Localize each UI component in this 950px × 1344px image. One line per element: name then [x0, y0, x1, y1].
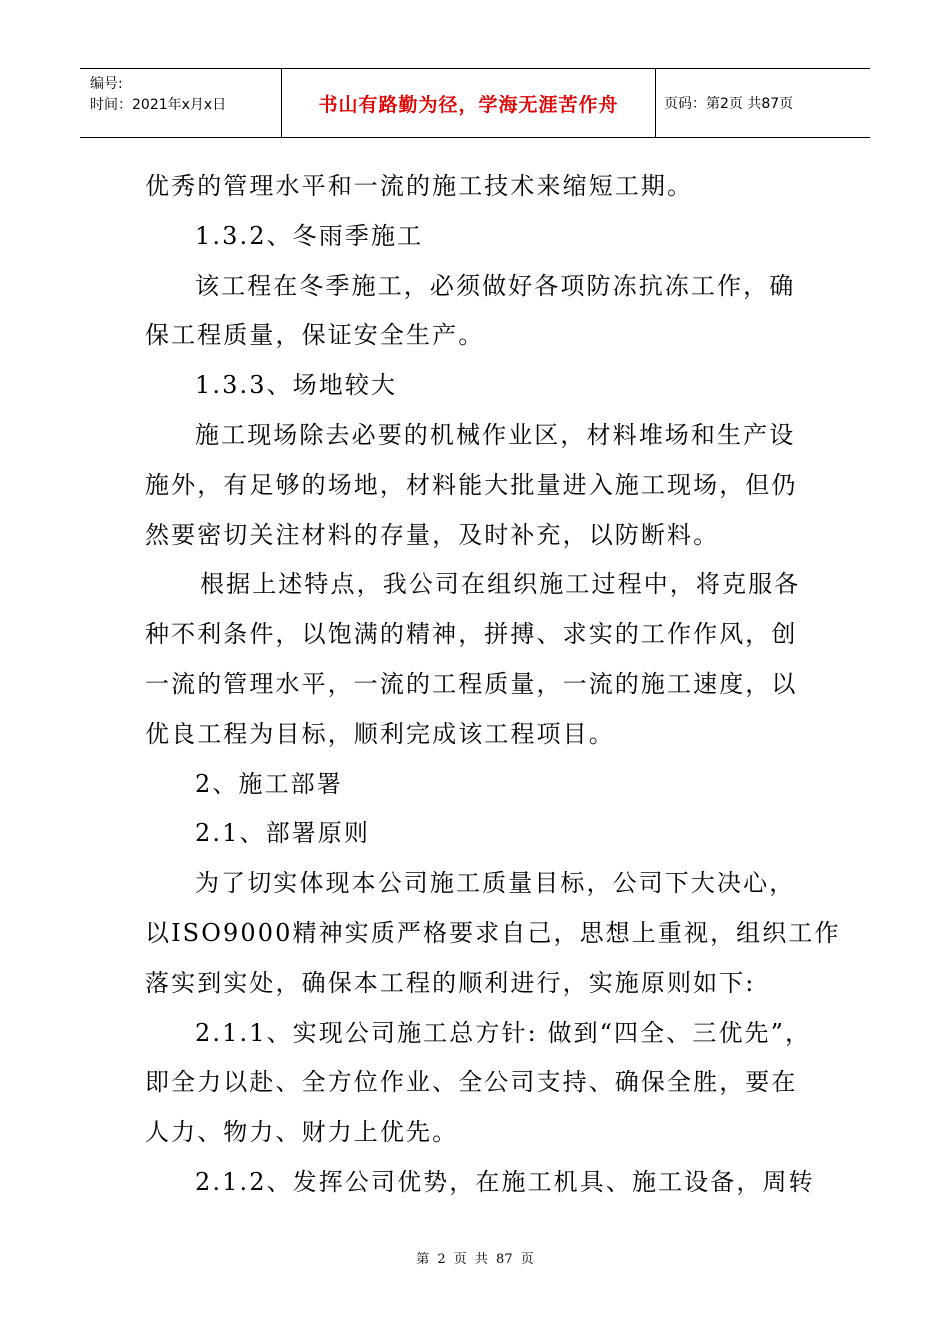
body-line: 落实到实处，确保本工程的顺利进行，实施原则如下:: [145, 968, 756, 997]
body-line: 以ISO9000精神实质严格要求自己，思想上重视，组织工作: [145, 918, 841, 947]
body-line: 一流的管理水平，一流的工程质量，一流的施工速度，以: [145, 669, 798, 698]
body-line: 种不利条件，以饱满的精神，拼搏、求实的工作作风，创: [145, 620, 798, 649]
body-line: 施工现场除去必要的机械作业区，材料堆场和生产设: [195, 420, 796, 449]
body-line: 人力、物力、财力上优先。: [145, 1118, 459, 1147]
body-line: 施外，有足够的场地，材料能大批量进入施工现场，但仍: [145, 470, 798, 499]
body-line: 2.1.2、发挥公司优势，在施工机具、施工设备，周转: [195, 1167, 815, 1196]
page-footer: 第 2 页 共 87 页: [416, 1252, 534, 1267]
section-heading: 1.3.2、冬雨季施工: [195, 221, 424, 250]
header-page-info: 页码：第2页 共87页: [664, 96, 794, 112]
document-body: [145, 162, 841, 1208]
body-line: 优秀的管理水平和一流的施工技术来缩短工期。: [145, 172, 694, 200]
section-heading: 1.3.3、场地较大: [195, 371, 398, 400]
body-line: 2.1.1、实现公司施工总方针: 做到“四全、三优先”，: [195, 1018, 812, 1047]
header-page-info-cell: [656, 69, 870, 137]
header-motto-cell: [282, 69, 656, 137]
body-line: 根据上述特点，我公司在组织施工过程中，将克服各: [200, 570, 801, 599]
body-line: 即全力以赴、全方位作业、全公司支持、确保全胜，要在: [145, 1068, 798, 1097]
header-meta: [80, 69, 282, 137]
body-line: 该工程在冬季施工，必须做好各项防冻抗冻工作，确: [195, 271, 796, 300]
header-motto: 书山有路勤为径，学海无涯苦作舟: [318, 93, 619, 116]
section-heading: 2、施工部署: [195, 769, 343, 798]
section-heading: 2.1、部署原则: [195, 819, 370, 848]
document-number-label: 编号:: [90, 76, 123, 92]
page-header: [80, 68, 870, 138]
body-line: 优良工程为目标，顺利完成该工程项目。: [145, 719, 615, 748]
body-line: 然要密切关注材料的存量，及时补充，以防断料。: [145, 520, 720, 549]
document-date-label: 时间：2021年x月x日: [90, 97, 227, 113]
body-line: 保工程质量，保证安全生产。: [145, 321, 485, 350]
body-line: 为了切实体现本公司施工质量目标，公司下大决心，: [195, 869, 796, 898]
